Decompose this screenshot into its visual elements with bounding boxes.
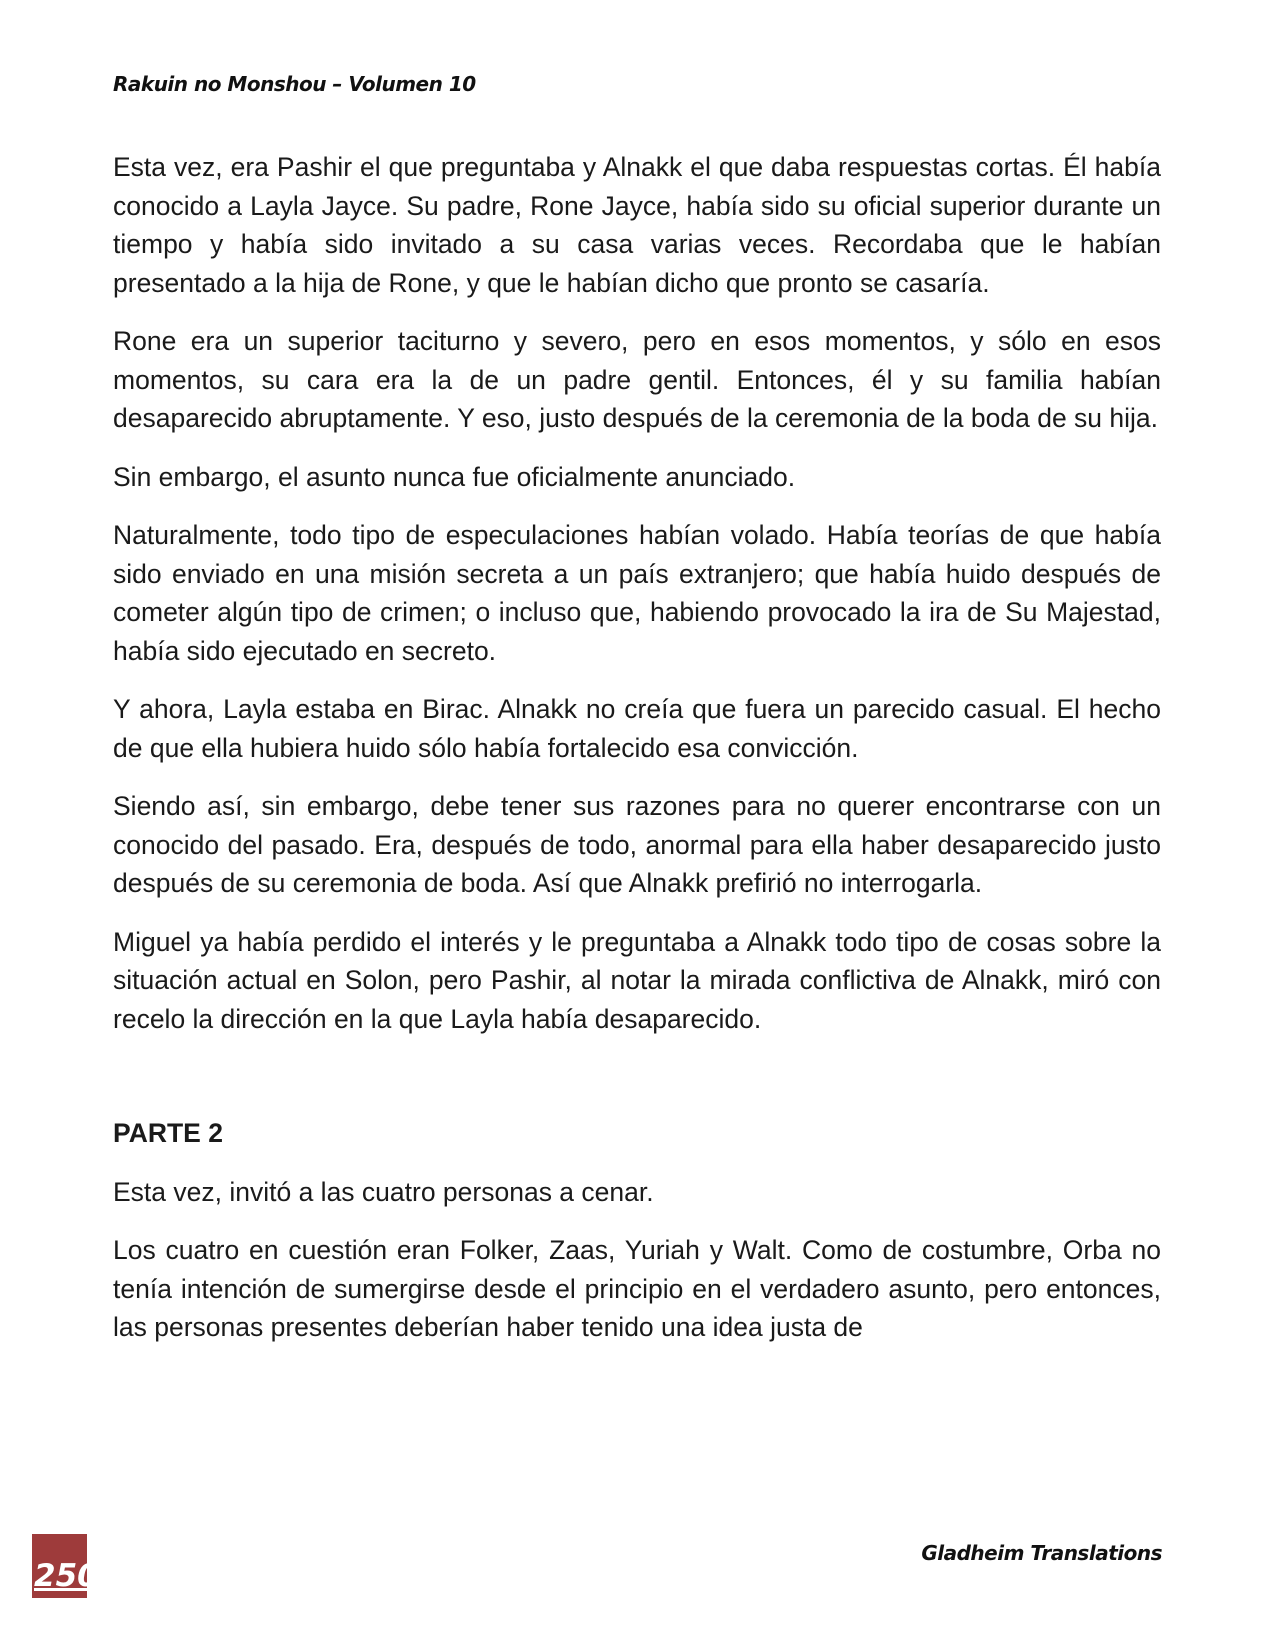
page-body xyxy=(113,148,1161,1367)
footer-credit: Gladheim Translations xyxy=(921,1541,1162,1565)
paragraph: Naturalmente, todo tipo de especulaciones habían volado. Había teorías de que había sido enviado en una misión secreta a un país extranjero; que había huido después de cometer algún tipo de crimen; o incluso que, habiendo provocado la ira de Su Majestad, había sido ejecutado en secreto. xyxy=(113,520,1161,666)
paragraph: Miguel ya había perdido el interés y le preguntaba a Alnakk todo tipo de cosas sobre la situación actual en Solon, pero Pashir, al notar la mirada conflictiva de Alnakk, miró con recelo la dirección en la que Layla había desaparecido. xyxy=(113,926,1161,1034)
paragraph: Siendo así, sin embargo, debe tener sus razones para no querer encontrarse con un conocido del pasado. Era, después de todo, anormal para ella haber desaparecido justo después de su ceremonia de boda. Así que Alnakk prefirió no interrogarla. xyxy=(113,791,1161,898)
paragraph: Y ahora, Layla estaba en Birac. Alnakk no creía que fuera un parecido casual. El hecho de que ella hubiera huido sólo había fortalecido esa convicción. xyxy=(113,694,1161,763)
paragraph: Esta vez, era Pashir el que preguntaba y Alnakk el que daba respuestas cortas. Él había conocido a Layla Jayce. Su padre, Rone Jayce, había sido su oficial superior durante un tiempo y había sido invitado a su casa varias veces. Recordaba que le habían presentado a la hija de Rone, y que le habían dicho que pronto se casaría. xyxy=(113,152,1161,298)
paragraph: Rone era un superior taciturno y severo, pero en esos momentos, y sólo en esos momentos, su cara era la de un padre gentil. Entonces, él y su familia habían desaparecido abruptamente. Y eso, justo después de la ceremonia de la boda de su hija. xyxy=(113,326,1161,433)
paragraph: Esta vez, invitó a las cuatro personas a cenar. xyxy=(113,1176,654,1207)
section-heading: PARTE 2 xyxy=(113,1118,223,1148)
running-header: Rakuin no Monshou – Volumen 10 xyxy=(113,72,476,96)
page-number-badge xyxy=(32,1534,99,1598)
paragraph: Sin embargo, el asunto nunca fue oficialmente anunciado. xyxy=(113,461,796,492)
page-number: 250 xyxy=(34,1558,99,1594)
paragraph: Los cuatro en cuestión eran Folker, Zaas, Yuriah y Walt. Como de costumbre, Orba no tenía intención de sumergirse desde el principio en el verdadero asunto, pero entonces, las personas presentes deberían haber tenido una idea justa de xyxy=(113,1235,1161,1342)
